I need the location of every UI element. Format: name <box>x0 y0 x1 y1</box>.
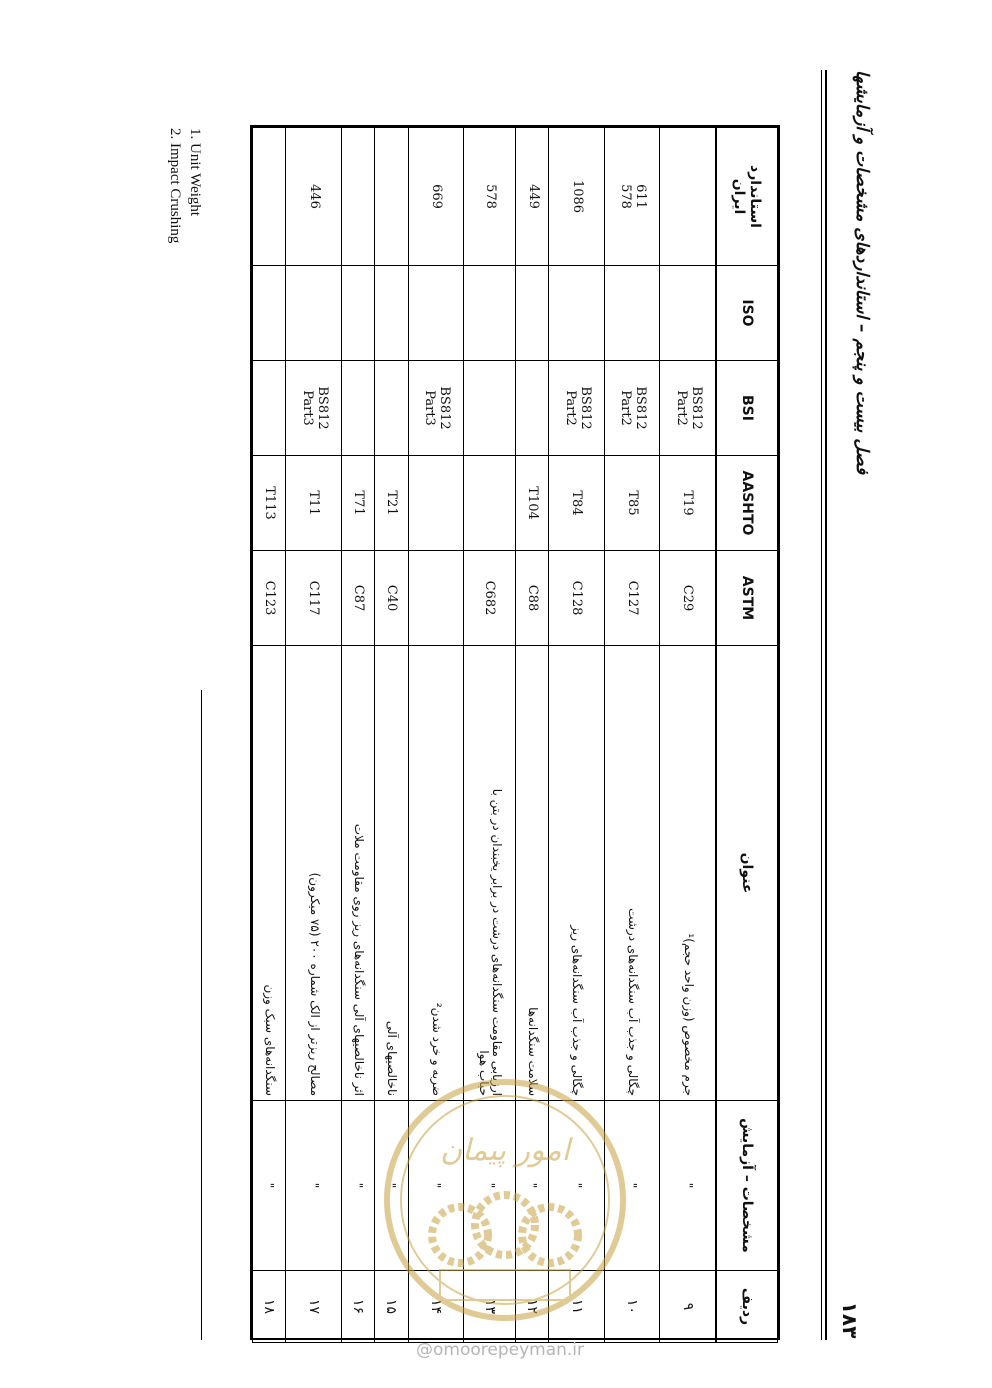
cell-iran <box>604 128 659 266</box>
cell-aashto: T21 <box>375 456 408 551</box>
watermark-seal <box>380 1075 630 1325</box>
footnote-2: 2. Impact Crushing <box>166 128 183 244</box>
cell-title-line: ناخالصیهای آلی <box>385 1020 400 1096</box>
cell-iran-line: 611 <box>632 184 648 209</box>
table-row <box>253 128 286 1343</box>
cell-title <box>660 646 716 1101</box>
cell-iran <box>464 128 516 266</box>
cell-bsi <box>286 361 341 456</box>
cell-bsi-line: Part2 <box>618 390 634 426</box>
cell-iran <box>408 128 463 266</box>
cell-spec-test: " <box>604 1101 659 1271</box>
cell-aashto: T71 <box>341 456 374 551</box>
table-header-row <box>716 128 778 1343</box>
cell-bsi <box>408 361 463 456</box>
cell-title-line: ارزیابی مقاومت سنگدانه‌های درشت در برابر یخبندان در بتن با <box>490 788 505 1096</box>
cell-row-number: ۱۶ <box>341 1271 374 1343</box>
cell-title-line: حباب هوا <box>476 1050 491 1096</box>
cell-astm <box>408 551 463 646</box>
cell-spec-test: " <box>515 1101 548 1271</box>
cell-astm: C117 <box>286 551 341 646</box>
running-head: فصل بیست و پنجم – استانداردهای مشخصات و آزمایشها <box>852 70 872 475</box>
header-rule <box>821 70 827 1340</box>
cell-bsi-line: BS812 <box>577 386 593 430</box>
cell-aashto: T85 <box>604 456 659 551</box>
cell-spec-test: " <box>464 1101 516 1271</box>
cell-aashto: T19 <box>660 456 716 551</box>
cell-spec-test: " <box>549 1101 604 1271</box>
header-row-number: ردیف <box>716 1271 778 1343</box>
cell-astm: C88 <box>515 551 548 646</box>
cell-iso <box>253 266 286 361</box>
cell-aashto: T113 <box>253 456 286 551</box>
cell-iran <box>341 128 374 266</box>
cell-iso <box>464 266 516 361</box>
cell-aashto <box>464 456 516 551</box>
cell-bsi <box>660 361 716 456</box>
table-row <box>286 128 341 1343</box>
cell-title-line: جرم مخصوص (وزن واحد حجم)¹ <box>681 933 696 1096</box>
cell-bsi <box>515 361 548 456</box>
cell-aashto: T84 <box>549 456 604 551</box>
cell-astm: C127 <box>604 551 659 646</box>
cell-iso <box>515 266 548 361</box>
cell-row-number: ۱۷ <box>286 1271 341 1343</box>
cell-spec-test: " <box>253 1101 286 1271</box>
cell-astm: C123 <box>253 551 286 646</box>
table-row <box>341 128 374 1343</box>
cell-title <box>286 646 341 1101</box>
cell-astm: C29 <box>660 551 716 646</box>
cell-spec-test: " <box>286 1101 341 1271</box>
cell-spec-test: " <box>408 1101 463 1271</box>
cell-iran <box>375 128 408 266</box>
cell-title <box>549 646 604 1101</box>
cell-iran <box>549 128 604 266</box>
cell-astm: C87 <box>341 551 374 646</box>
cell-title-line: چگالی و جذب آب سنگدانه‌های درشت <box>625 908 640 1096</box>
cell-iran-line: 578 <box>618 184 634 209</box>
cell-title <box>375 646 408 1101</box>
cell-aashto <box>408 456 463 551</box>
header-aashto: AASHTO <box>716 456 778 551</box>
cell-iran <box>286 128 341 266</box>
cell-astm: C128 <box>549 551 604 646</box>
cell-astm: C40 <box>375 551 408 646</box>
cell-spec-test: " <box>341 1101 374 1271</box>
cell-iran <box>253 128 286 266</box>
footnote-1: 1. Unit Weight <box>187 128 203 217</box>
seal-text: امور پیمان <box>440 1133 570 1168</box>
cell-bsi <box>341 361 374 456</box>
cell-bsi <box>253 361 286 456</box>
header-astm: ASTM <box>716 551 778 646</box>
cell-row-number: ۱۳ <box>464 1271 516 1343</box>
cell-title-line: ضربه و خرد شدن² <box>429 1002 444 1096</box>
cell-iso <box>604 266 659 361</box>
cell-bsi-line: BS812 <box>688 386 704 430</box>
cell-iran-line: 578 <box>483 184 499 209</box>
cell-iran-line: 1086 <box>570 179 586 214</box>
footnotes <box>165 128 206 528</box>
cell-iso <box>375 266 408 361</box>
cell-aashto: T104 <box>515 456 548 551</box>
header-iran-standard: استاندارد ایران <box>716 128 778 266</box>
header-bsi: BSI <box>716 361 778 456</box>
table-row <box>660 128 716 1343</box>
cell-title <box>408 646 463 1101</box>
page-number: ۱۸۳ <box>838 1301 862 1339</box>
footnote-rule <box>201 690 202 1340</box>
cell-iran-line: 446 <box>307 184 323 209</box>
cell-title-line: سنگدانه‌های سبک وزن <box>263 984 278 1096</box>
cell-iso <box>549 266 604 361</box>
cell-row-number: ۱۰ <box>604 1271 659 1343</box>
header-iso: ISO <box>716 266 778 361</box>
cell-aashto: T11 <box>286 456 341 551</box>
cell-bsi-line: Part2 <box>562 390 578 426</box>
cell-iran <box>515 128 548 266</box>
cell-title-line: اثر ناخالصیهای آلی سنگدانه‌های ریز روی مقاومت ملات <box>351 823 366 1096</box>
cell-title-line: سلامت سنگدانه‌ها <box>526 1007 541 1096</box>
cell-iso <box>408 266 463 361</box>
cell-iso <box>286 266 341 361</box>
cell-spec-test: " <box>375 1101 408 1271</box>
cell-bsi-line: BS812 <box>632 386 648 430</box>
cell-bsi-line: Part2 <box>673 390 689 426</box>
cell-bsi-line: Part3 <box>299 390 315 426</box>
cell-title-line: چگالی و جذب آب سنگدانه‌های ریز <box>570 925 585 1096</box>
cell-astm: C682 <box>464 551 516 646</box>
cell-row-number: ۹ <box>660 1271 716 1343</box>
cell-bsi-line: BS812 <box>436 386 452 430</box>
cell-title-line: مصالح ریزتر از الک شماره ۲۰۰ (۷۵ میکرون) <box>307 872 322 1096</box>
cell-title <box>515 646 548 1101</box>
cell-iran <box>660 128 716 266</box>
cell-iran-line: 449 <box>525 184 541 209</box>
cell-bsi-line: BS812 <box>314 386 330 430</box>
header-spec-test: مشخصات – آزمایش <box>716 1101 778 1271</box>
cell-iso <box>341 266 374 361</box>
cell-title <box>341 646 374 1101</box>
cell-bsi <box>604 361 659 456</box>
cell-title <box>253 646 286 1101</box>
cell-row-number: ۱۵ <box>375 1271 408 1343</box>
watermark-site: @omoorepeyman.ir <box>415 1340 585 1360</box>
cell-row-number: ۱۸ <box>253 1271 286 1343</box>
cell-bsi-line: Part3 <box>421 390 437 426</box>
cell-iran-line: 669 <box>429 184 445 209</box>
cell-iso <box>660 266 716 361</box>
cell-row-number: ۱۱ <box>549 1271 604 1343</box>
cell-bsi <box>549 361 604 456</box>
cell-title <box>604 646 659 1101</box>
cell-row-number: ۱۲ <box>515 1271 548 1343</box>
header-title: عنوان <box>716 646 778 1101</box>
cell-bsi <box>375 361 408 456</box>
cell-spec-test: " <box>660 1101 716 1271</box>
cell-row-number: ۱۴ <box>408 1271 463 1343</box>
cell-title <box>464 646 516 1101</box>
cell-bsi <box>464 361 516 456</box>
